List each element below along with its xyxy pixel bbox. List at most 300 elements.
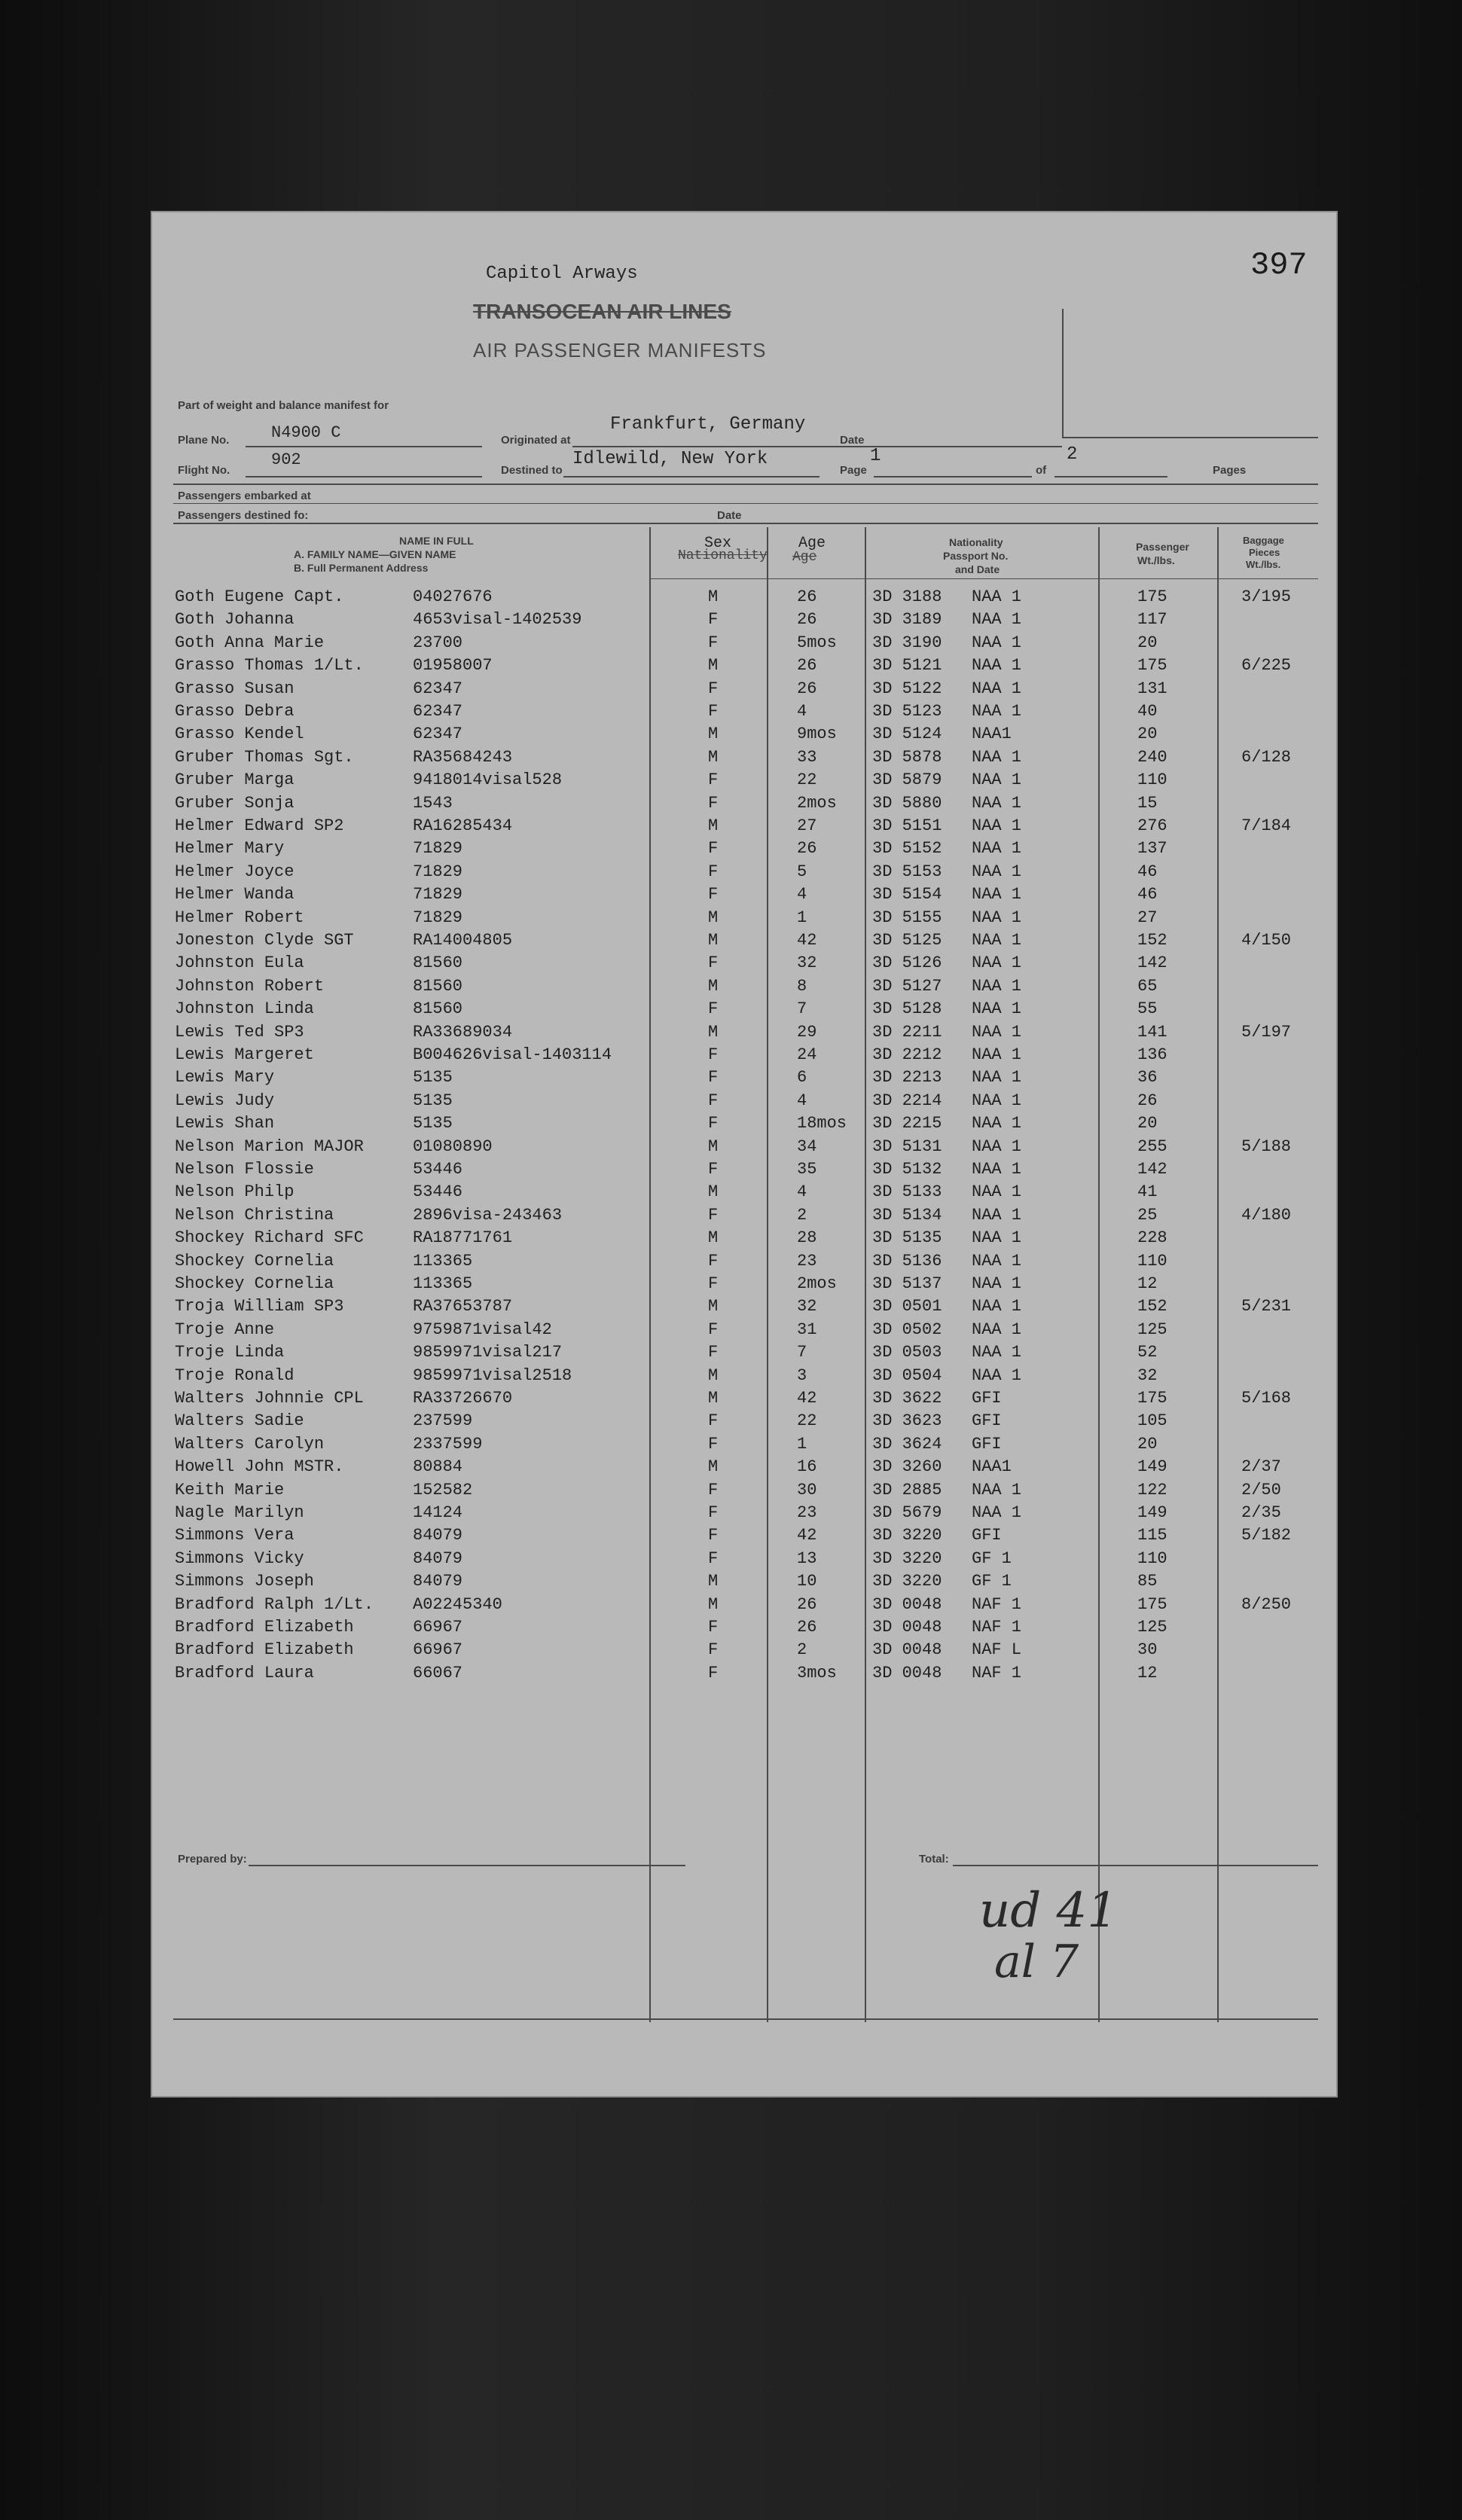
nationality-code: NAA 1 — [972, 1251, 1022, 1271]
passenger-id: 53446 — [413, 1160, 463, 1179]
passenger-age: 28 — [797, 1228, 817, 1248]
passenger-name: Goth Johanna — [175, 610, 295, 630]
passenger-sex: M — [708, 1365, 719, 1385]
passenger-weight: 175 — [1137, 656, 1167, 676]
passenger-id: 71829 — [413, 862, 463, 881]
nationality-code: NAA 1 — [972, 1205, 1022, 1225]
rule — [246, 446, 482, 447]
passenger-sex: M — [708, 1572, 719, 1591]
passenger-sex: F — [708, 1343, 719, 1362]
label-date: Date — [840, 434, 865, 447]
passenger-weight: 20 — [1137, 1114, 1158, 1133]
passenger-weight: 175 — [1137, 587, 1167, 606]
nationality-code: NAA 1 — [972, 747, 1022, 767]
passenger-id: 84079 — [413, 1548, 463, 1568]
header-sex-struck: Nationality — [678, 548, 768, 563]
passenger-id: 53446 — [413, 1182, 463, 1202]
passenger-id: 81560 — [413, 976, 463, 996]
nationality-code: NAA 1 — [972, 816, 1022, 835]
passenger-sex: F — [708, 770, 719, 790]
baggage-weight: 7/184 — [1241, 816, 1292, 835]
header-age-struck: Age — [792, 550, 817, 565]
passenger-id: 23700 — [413, 633, 463, 652]
baggage-weight: 2/50 — [1241, 1480, 1281, 1499]
nationality-code: NAA 1 — [972, 1228, 1022, 1248]
page-value: 1 — [870, 446, 881, 466]
passenger-weight: 142 — [1137, 953, 1167, 973]
rule — [173, 523, 1318, 524]
passenger-weight: 40 — [1137, 702, 1158, 721]
passenger-weight: 85 — [1137, 1572, 1158, 1591]
passenger-weight: 32 — [1137, 1365, 1158, 1385]
header-passport: Passport No. — [943, 550, 1009, 562]
passenger-name: Bradford Elizabeth — [175, 1640, 354, 1660]
passenger-sex: M — [708, 931, 719, 950]
header-name-b: B. Full Permanent Address — [294, 562, 429, 574]
passenger-age: 6 — [797, 1068, 807, 1088]
nationality-code: NAA 1 — [972, 839, 1022, 859]
passenger-id: 237599 — [413, 1411, 473, 1431]
passenger-name: Gruber Thomas Sgt. — [175, 747, 354, 767]
passport-number: 3D 5126 — [872, 953, 942, 973]
passenger-weight: 26 — [1137, 1091, 1158, 1110]
nationality-code: NAA 1 — [972, 1365, 1022, 1385]
passenger-age: 4 — [797, 1091, 807, 1110]
passenger-age: 5 — [797, 862, 807, 881]
passenger-id: 81560 — [413, 999, 463, 1019]
passenger-age: 3mos — [797, 1663, 837, 1683]
baggage-weight: 5/231 — [1241, 1297, 1292, 1316]
passenger-weight: 12 — [1137, 1274, 1158, 1293]
airline-struck: TRANSOCEAN AIR LINES — [473, 300, 731, 323]
passport-number: 3D 3188 — [872, 587, 942, 606]
passport-number: 3D 0048 — [872, 1594, 942, 1614]
passenger-name: Nelson Philp — [175, 1182, 295, 1202]
passenger-id: 1543 — [413, 793, 453, 813]
passenger-age: 22 — [797, 770, 817, 790]
passenger-sex: M — [708, 1022, 719, 1042]
passenger-id: 9759871visal42 — [413, 1319, 552, 1339]
passenger-name: Simmons Vera — [175, 1526, 295, 1545]
passenger-name: Gruber Sonja — [175, 793, 295, 813]
header-baggage: Baggage — [1243, 535, 1284, 546]
nationality-code: NAA 1 — [972, 770, 1022, 790]
handwritten-note-1: ud 41 — [979, 1883, 1118, 1939]
passenger-sex: F — [708, 1503, 719, 1522]
passenger-sex: F — [708, 1434, 719, 1454]
passenger-weight: 228 — [1137, 1228, 1167, 1248]
passenger-sex: M — [708, 1228, 719, 1248]
passenger-weight: 110 — [1137, 1251, 1167, 1271]
header-baggage-weight: Wt./lbs. — [1246, 559, 1281, 570]
passport-number: 3D 0048 — [872, 1618, 942, 1637]
nationality-code: GFI — [972, 1389, 1002, 1408]
passenger-id: RA33689034 — [413, 1022, 513, 1042]
passenger-sex: M — [708, 1182, 719, 1202]
passenger-id: B004626visal-1403114 — [413, 1045, 612, 1064]
passenger-sex: M — [708, 747, 719, 767]
rule — [246, 476, 482, 477]
nationality-code: NAA 1 — [972, 1136, 1022, 1156]
passenger-name: Simmons Vicky — [175, 1548, 304, 1568]
passenger-age: 16 — [797, 1457, 817, 1477]
passenger-id: 84079 — [413, 1572, 463, 1591]
passenger-age: 27 — [797, 816, 817, 835]
header-name-a: A. FAMILY NAME—GIVEN NAME — [294, 548, 456, 560]
passenger-weight: 46 — [1137, 862, 1158, 881]
manifest-page — [151, 211, 1338, 2097]
passenger-weight: 125 — [1137, 1319, 1167, 1339]
passenger-sex: F — [708, 885, 719, 905]
nationality-code: NAA 1 — [972, 1160, 1022, 1179]
nationality-code: NAA 1 — [972, 931, 1022, 950]
passport-number: 3D 5135 — [872, 1228, 942, 1248]
passenger-name: Howell John MSTR. — [175, 1457, 344, 1477]
passenger-weight: 149 — [1137, 1457, 1167, 1477]
passenger-name: Walters Sadie — [175, 1411, 304, 1431]
passenger-id: 84079 — [413, 1526, 463, 1545]
passenger-age: 2 — [797, 1640, 807, 1660]
passenger-sex: M — [708, 1136, 719, 1156]
nationality-code: NAF 1 — [972, 1594, 1022, 1614]
passenger-name: Troje Ronald — [175, 1365, 295, 1385]
passport-number: 3D 5133 — [872, 1182, 942, 1202]
passenger-sex: M — [708, 816, 719, 835]
passenger-weight: 131 — [1137, 679, 1167, 698]
baggage-weight: 2/35 — [1241, 1503, 1281, 1522]
passenger-age: 24 — [797, 1045, 817, 1064]
passenger-sex: M — [708, 587, 719, 606]
passenger-id: 9859971visal217 — [413, 1343, 563, 1362]
passenger-id: 5135 — [413, 1091, 453, 1110]
passenger-weight: 117 — [1137, 610, 1167, 630]
passport-number: 3D 5880 — [872, 793, 942, 813]
passenger-age: 32 — [797, 953, 817, 973]
baggage-weight: 4/150 — [1241, 931, 1292, 950]
passenger-id: 81560 — [413, 953, 463, 973]
passenger-id: 71829 — [413, 908, 463, 927]
passenger-sex: F — [708, 1160, 719, 1179]
passenger-age: 33 — [797, 747, 817, 767]
column-rule — [1217, 527, 1219, 2022]
passport-number: 3D 5879 — [872, 770, 942, 790]
passport-number: 3D 5155 — [872, 908, 942, 927]
baggage-weight: 6/225 — [1241, 656, 1292, 676]
passport-number: 3D 0501 — [872, 1297, 942, 1316]
passenger-sex: F — [708, 610, 719, 630]
label-page: Page — [840, 464, 867, 477]
passenger-name: Goth Anna Marie — [175, 633, 325, 652]
passport-number: 3D 5878 — [872, 747, 942, 767]
passport-number: 3D 0502 — [872, 1319, 942, 1339]
passenger-name: Helmer Robert — [175, 908, 304, 927]
nationality-code: NAA 1 — [972, 1022, 1022, 1042]
originated-value: Frankfurt, Germany — [610, 414, 806, 435]
header-rule — [649, 578, 1318, 579]
passport-number: 3D 3260 — [872, 1457, 942, 1477]
passenger-sex: M — [708, 1457, 719, 1477]
passenger-age: 1 — [797, 908, 807, 927]
passenger-age: 29 — [797, 1022, 817, 1042]
passenger-weight: 27 — [1137, 908, 1158, 927]
passenger-weight: 141 — [1137, 1022, 1167, 1042]
passport-number: 3D 5125 — [872, 931, 942, 950]
label-part-of-manifest: Part of weight and balance manifest for — [178, 399, 389, 412]
passenger-weight: 15 — [1137, 793, 1158, 813]
passport-number: 3D 5154 — [872, 885, 942, 905]
rule — [953, 1865, 1318, 1866]
passenger-weight: 122 — [1137, 1480, 1167, 1499]
label-date-2: Date — [717, 509, 742, 522]
passenger-weight: 46 — [1137, 885, 1158, 905]
passenger-name: Troje Linda — [175, 1343, 285, 1362]
passenger-age: 23 — [797, 1503, 817, 1522]
baggage-weight: 2/37 — [1241, 1457, 1281, 1477]
passenger-age: 5mos — [797, 633, 837, 652]
passenger-name: Gruber Marga — [175, 770, 295, 790]
of-value: 2 — [1067, 444, 1078, 465]
passenger-name: Nelson Marion MAJOR — [175, 1136, 364, 1156]
passenger-id: 9859971visal2518 — [413, 1365, 572, 1385]
passenger-weight: 110 — [1137, 1548, 1167, 1568]
label-destined-for: Passengers destined fo: — [178, 509, 309, 522]
passenger-weight: 175 — [1137, 1389, 1167, 1408]
rule — [874, 476, 1032, 477]
passenger-sex: M — [708, 1389, 719, 1408]
passenger-sex: F — [708, 1251, 719, 1271]
passenger-name: Helmer Joyce — [175, 862, 295, 881]
page-number: 397 — [1250, 247, 1308, 283]
passenger-name: Troje Anne — [175, 1319, 275, 1339]
passenger-name: Goth Eugene Capt. — [175, 587, 344, 606]
passenger-name: Grasso Susan — [175, 679, 295, 698]
passenger-age: 4 — [797, 1182, 807, 1202]
passenger-name: Joneston Clyde SGT — [175, 931, 354, 950]
passenger-weight: 20 — [1137, 725, 1158, 744]
passenger-id: RA35684243 — [413, 747, 513, 767]
passenger-name: Keith Marie — [175, 1480, 285, 1499]
nationality-code: NAA 1 — [972, 885, 1022, 905]
passenger-sex: F — [708, 1548, 719, 1568]
passenger-age: 22 — [797, 1411, 817, 1431]
label-plane-no: Plane No. — [178, 434, 230, 447]
passenger-id: 71829 — [413, 839, 463, 859]
label-embarked-at: Passengers embarked at — [178, 490, 311, 502]
header-box-edge — [1062, 309, 1064, 437]
rule — [1062, 437, 1318, 438]
passenger-weight: 152 — [1137, 1297, 1167, 1316]
passenger-id: 4653visal-1402539 — [413, 610, 582, 630]
header-passenger-weight: Wt./lbs. — [1137, 554, 1175, 566]
passenger-name: Grasso Kendel — [175, 725, 304, 744]
passenger-age: 31 — [797, 1319, 817, 1339]
passenger-id: 2896visa-243463 — [413, 1205, 563, 1225]
passenger-weight: 142 — [1137, 1160, 1167, 1179]
passport-number: 3D 5127 — [872, 976, 942, 996]
passenger-id: 62347 — [413, 702, 463, 721]
column-rule — [649, 527, 651, 2022]
passport-number: 3D 5123 — [872, 702, 942, 721]
passenger-age: 26 — [797, 1594, 817, 1614]
label-destined-to: Destined to — [501, 464, 563, 477]
passenger-sex: F — [708, 1480, 719, 1499]
passenger-weight: 137 — [1137, 839, 1167, 859]
passport-number: 3D 0048 — [872, 1663, 942, 1683]
passenger-sex: M — [708, 656, 719, 676]
passenger-name: Johnston Linda — [175, 999, 314, 1019]
passenger-age: 42 — [797, 1526, 817, 1545]
passenger-sex: F — [708, 1068, 719, 1088]
passenger-age: 26 — [797, 839, 817, 859]
passport-number: 3D 5121 — [872, 656, 942, 676]
passenger-sex: F — [708, 953, 719, 973]
passenger-age: 9mos — [797, 725, 837, 744]
passport-number: 3D 3220 — [872, 1548, 942, 1568]
passenger-name: Walters Johnnie CPL — [175, 1389, 364, 1408]
passenger-weight: 12 — [1137, 1663, 1158, 1683]
passport-number: 3D 2885 — [872, 1480, 942, 1499]
rule — [173, 503, 1318, 504]
passenger-id: 152582 — [413, 1480, 473, 1499]
header-passenger: Passenger — [1136, 541, 1189, 553]
passenger-weight: 175 — [1137, 1594, 1167, 1614]
airline-typed: Capitol Arways — [486, 264, 638, 284]
header-name-title: NAME IN FULL — [399, 535, 474, 547]
passenger-age: 18mos — [797, 1114, 847, 1133]
passport-number: 3D 2214 — [872, 1091, 942, 1110]
nationality-code: GFI — [972, 1526, 1002, 1545]
passenger-age: 23 — [797, 1251, 817, 1271]
passenger-weight: 276 — [1137, 816, 1167, 835]
passenger-age: 32 — [797, 1297, 817, 1316]
passenger-id: 66967 — [413, 1640, 463, 1660]
nationality-code: NAF L — [972, 1640, 1022, 1660]
passenger-name: Helmer Edward SP2 — [175, 816, 344, 835]
passport-number: 3D 3220 — [872, 1572, 942, 1591]
rule — [874, 446, 1062, 447]
passenger-id: 9418014visal528 — [413, 770, 563, 790]
header-and-date: and Date — [955, 563, 1000, 575]
passenger-weight: 20 — [1137, 633, 1158, 652]
passenger-name: Simmons Joseph — [175, 1572, 314, 1591]
passenger-name: Troja William SP3 — [175, 1297, 344, 1316]
passenger-age: 3 — [797, 1365, 807, 1385]
label-originated-at: Originated at — [501, 434, 571, 447]
header-age: Age — [798, 535, 826, 552]
passenger-sex: F — [708, 679, 719, 698]
passenger-name: Bradford Laura — [175, 1663, 314, 1683]
passport-number: 3D 3189 — [872, 610, 942, 630]
passenger-weight: 36 — [1137, 1068, 1158, 1088]
passenger-id: RA33726670 — [413, 1389, 513, 1408]
passenger-name: Helmer Mary — [175, 839, 285, 859]
passenger-sex: F — [708, 1205, 719, 1225]
passenger-weight: 25 — [1137, 1205, 1158, 1225]
passenger-id: 5135 — [413, 1068, 453, 1088]
passenger-weight: 55 — [1137, 999, 1158, 1019]
nationality-code: NAA 1 — [972, 1297, 1022, 1316]
passport-number: 3D 0503 — [872, 1343, 942, 1362]
passenger-weight: 105 — [1137, 1411, 1167, 1431]
nationality-code: NAA 1 — [972, 1480, 1022, 1499]
label-pages: Pages — [1213, 464, 1247, 477]
passenger-age: 26 — [797, 656, 817, 676]
passenger-sex: F — [708, 1618, 719, 1637]
passenger-age: 2mos — [797, 793, 837, 813]
passenger-id: A02245340 — [413, 1594, 502, 1614]
nationality-code: NAA 1 — [972, 610, 1022, 630]
passenger-age: 26 — [797, 610, 817, 630]
passenger-weight: 110 — [1137, 770, 1167, 790]
passenger-age: 2mos — [797, 1274, 837, 1293]
passenger-id: RA18771761 — [413, 1228, 513, 1248]
passenger-name: Nelson Flossie — [175, 1160, 314, 1179]
passenger-sex: F — [708, 1319, 719, 1339]
passenger-sex: F — [708, 862, 719, 881]
nationality-code: NAA 1 — [972, 999, 1022, 1019]
passenger-name: Shockey Cornelia — [175, 1251, 334, 1271]
baggage-weight: 5/168 — [1241, 1389, 1292, 1408]
passenger-sex: M — [708, 1297, 719, 1316]
nationality-code: NAA 1 — [972, 656, 1022, 676]
label-total: Total: — [919, 1853, 949, 1866]
passenger-name: Johnston Eula — [175, 953, 304, 973]
passport-number: 3D 5137 — [872, 1274, 942, 1293]
nationality-code: NAA 1 — [972, 1114, 1022, 1133]
passenger-weight: 52 — [1137, 1343, 1158, 1362]
passport-number: 3D 5153 — [872, 862, 942, 881]
nationality-code: NAA1 — [972, 1457, 1012, 1477]
passenger-weight: 136 — [1137, 1045, 1167, 1064]
passenger-name: Nelson Christina — [175, 1205, 334, 1225]
passport-number: 3D 5131 — [872, 1136, 942, 1156]
nationality-code: GF 1 — [972, 1548, 1012, 1568]
passenger-sex: F — [708, 1114, 719, 1133]
rule — [1055, 476, 1167, 477]
header-pieces: Pieces — [1249, 547, 1280, 558]
passenger-sex: F — [708, 1663, 719, 1683]
passenger-id: 04027676 — [413, 587, 493, 606]
passport-number: 3D 3220 — [872, 1526, 942, 1545]
passenger-name: Lewis Shan — [175, 1114, 275, 1133]
passport-number: 3D 2212 — [872, 1045, 942, 1064]
baggage-weight: 4/180 — [1241, 1205, 1292, 1225]
passenger-age: 30 — [797, 1480, 817, 1499]
passenger-name: Bradford Ralph 1/Lt. — [175, 1594, 374, 1614]
passport-number: 3D 0504 — [872, 1365, 942, 1385]
nationality-code: NAA 1 — [972, 1068, 1022, 1088]
passenger-id: 113365 — [413, 1251, 473, 1271]
passenger-sex: F — [708, 1045, 719, 1064]
passenger-id: 71829 — [413, 885, 463, 905]
passport-number: 3D 5124 — [872, 725, 942, 744]
passenger-sex: F — [708, 702, 719, 721]
baggage-weight: 5/197 — [1241, 1022, 1292, 1042]
passport-number: 3D 5679 — [872, 1503, 942, 1522]
nationality-code: NAA 1 — [972, 587, 1022, 606]
passenger-id: 66067 — [413, 1663, 463, 1683]
passenger-id: 2337599 — [413, 1434, 483, 1454]
passenger-age: 42 — [797, 1389, 817, 1408]
passport-number: 3D 5132 — [872, 1160, 942, 1179]
passport-number: 3D 5134 — [872, 1205, 942, 1225]
passenger-sex: F — [708, 1526, 719, 1545]
passport-number: 3D 5151 — [872, 816, 942, 835]
destined-value: Idlewild, New York — [572, 449, 768, 469]
nationality-code: NAA 1 — [972, 1274, 1022, 1293]
passenger-age: 42 — [797, 931, 817, 950]
passport-number: 3D 0048 — [872, 1640, 942, 1660]
